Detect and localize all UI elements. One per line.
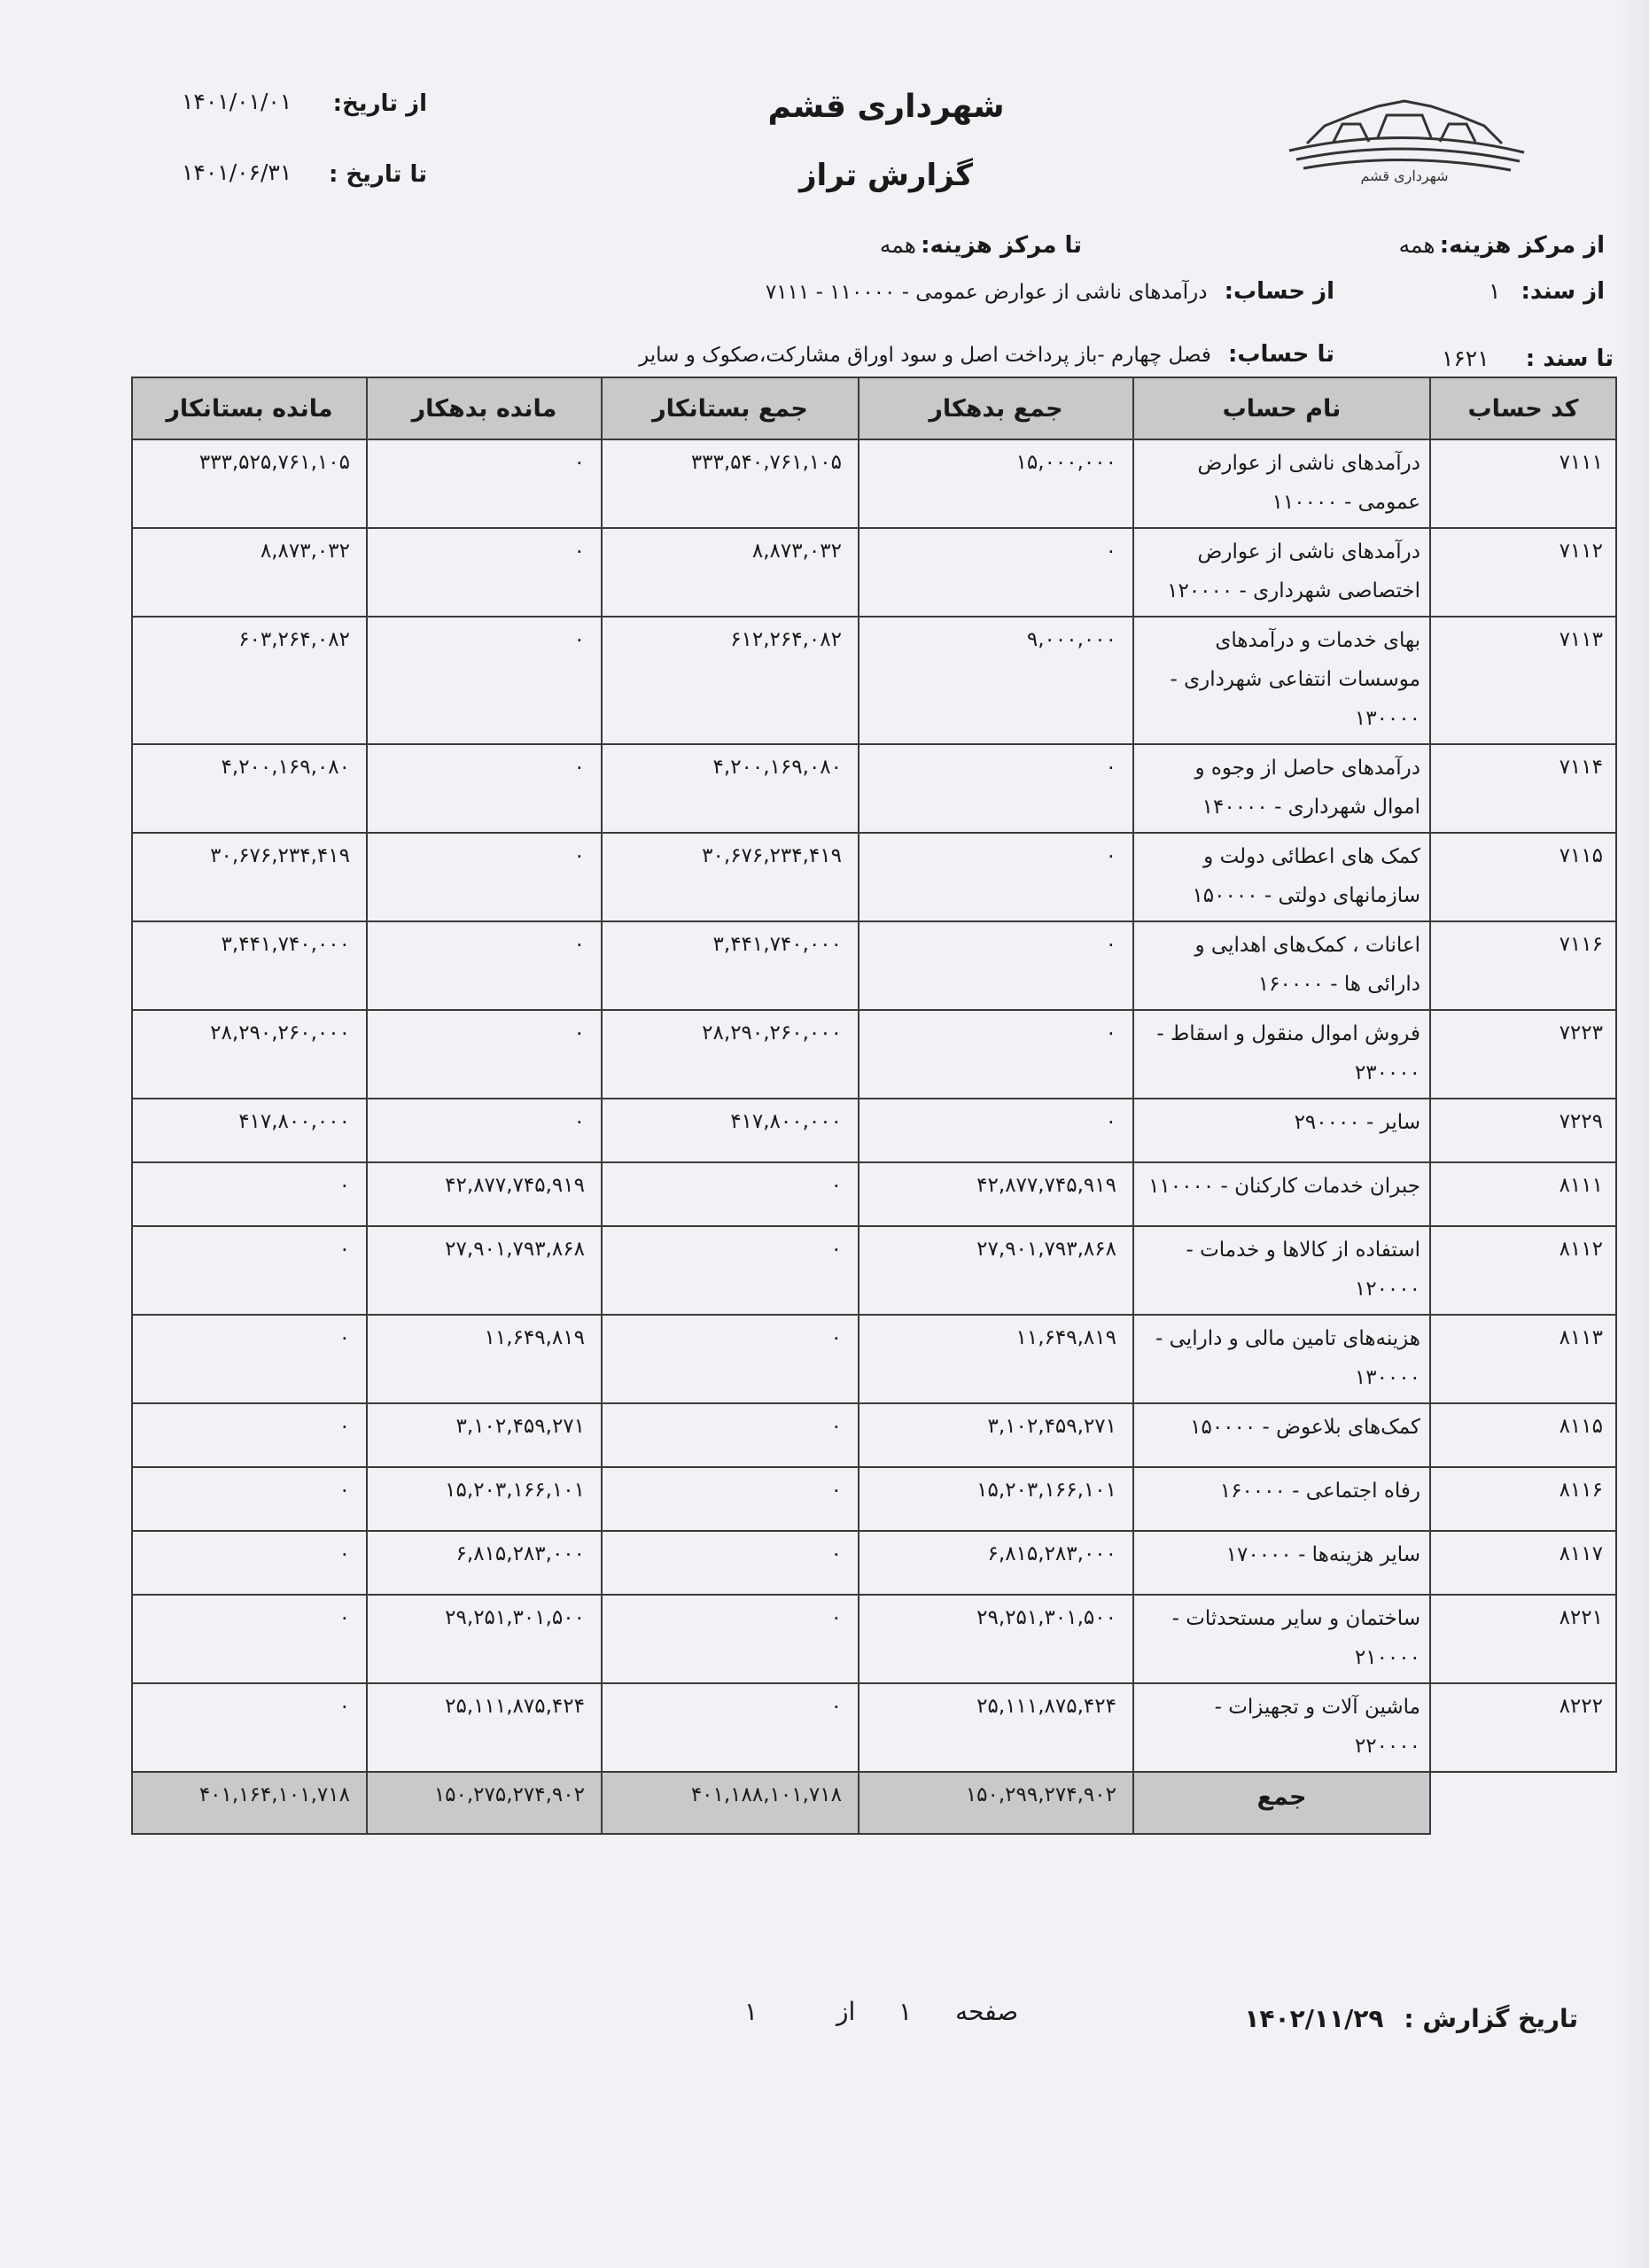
debit-total-cell: ۲۹,۲۵۱,۳۰۱,۵۰۰: [859, 1595, 1133, 1683]
credit-total-cell: ۰: [602, 1162, 859, 1226]
account-code-cell: ۷۲۲۳: [1430, 1010, 1616, 1099]
debit-balance-cell: ۱۵,۲۰۳,۱۶۶,۱۰۱: [367, 1467, 602, 1531]
table-row: [132, 1467, 1616, 1531]
table-row: [132, 921, 1616, 1010]
credit-balance-cell: ۳,۴۴۱,۷۴۰,۰۰۰: [132, 921, 367, 1010]
from-account-label: از حساب:: [1224, 278, 1334, 305]
account-name-cell: سایر - ۲۹۰۰۰۰: [1133, 1099, 1430, 1162]
table-row: [132, 617, 1616, 744]
credit-balance-cell: ۰: [132, 1531, 367, 1595]
total-label: جمع: [1133, 1772, 1430, 1834]
page-of-label: از: [836, 1997, 856, 2026]
debit-total-cell: ۰: [859, 921, 1133, 1010]
to-account: [639, 341, 1334, 368]
table-row: [132, 1162, 1616, 1226]
debit-total-cell: ۳,۱۰۲,۴۵۹,۲۷۱: [859, 1403, 1133, 1467]
debit-total-cell: ۲۷,۹۰۱,۷۹۳,۸۶۸: [859, 1226, 1133, 1315]
to-date-value: ۱۴۰۱/۰۶/۳۱: [182, 159, 292, 185]
table-row: [132, 833, 1616, 921]
debit-total-cell: ۶,۸۱۵,۲۸۳,۰۰۰: [859, 1531, 1133, 1595]
account-name-cell: اعانات ، کمک‌های اهدایی و دارائی ها - ۱۶۰۰۰۰: [1133, 921, 1430, 1010]
report-title: گزارش تراز: [798, 158, 974, 193]
to-document: [1442, 346, 1614, 372]
report-date-value: ۱۴۰۲/۱۱/۲۹: [1244, 2004, 1384, 2033]
account-code-cell: ۸۱۱۲: [1430, 1226, 1616, 1315]
credit-balance-cell: ۰: [132, 1403, 367, 1467]
to-cost-center-value: همه: [879, 232, 916, 258]
from-document: [1489, 278, 1605, 305]
debit-total-cell: ۴۲,۸۷۷,۷۴۵,۹۱۹: [859, 1162, 1133, 1226]
col-header-debit-total: جمع بدهکار: [859, 377, 1133, 439]
account-code-cell: ۷۱۱۲: [1430, 528, 1616, 617]
credit-balance-cell: ۳۰,۶۷۶,۲۳۴,۴۱۹: [132, 833, 367, 921]
table-header-row: [132, 377, 1616, 439]
credit-balance-cell: ۰: [132, 1226, 367, 1315]
account-name-cell: درآمدهای ناشی از عوارض اختصاصی شهرداری - ۱۲۰۰۰۰: [1133, 528, 1430, 617]
debit-balance-cell: ۰: [367, 528, 602, 617]
svg-text:شهرداری قشم: شهرداری قشم: [1360, 167, 1449, 184]
credit-total-cell: ۳۳۳,۵۴۰,۷۶۱,۱۰۵: [602, 439, 859, 528]
col-header-debit-balance: مانده بدهکار: [367, 377, 602, 439]
page-label: صفحه: [955, 1997, 1019, 2026]
credit-total-cell: ۴,۲۰۰,۱۶۹,۰۸۰: [602, 744, 859, 833]
credit-balance-cell: ۳۳۳,۵۲۵,۷۶۱,۱۰۵: [132, 439, 367, 528]
from-doc-value: ۱: [1488, 278, 1501, 304]
credit-balance-cell: ۸,۸۷۳,۰۳۲: [132, 528, 367, 617]
account-name-cell: کمک های اعطائی دولت و سازمانهای دولتی - ۱۵۰۰۰۰: [1133, 833, 1430, 921]
debit-balance-cell: ۳,۱۰۲,۴۵۹,۲۷۱: [367, 1403, 602, 1467]
debit-balance-cell: ۰: [367, 617, 602, 744]
credit-total-cell: ۲۸,۲۹۰,۲۶۰,۰۰۰: [602, 1010, 859, 1099]
account-name-cell: جبران خدمات کارکنان - ۱۱۰۰۰۰: [1133, 1162, 1430, 1226]
account-code-cell: ۷۱۱۶: [1430, 921, 1616, 1010]
table-total-row: [132, 1772, 1616, 1834]
debit-balance-cell: ۲۵,۱۱۱,۸۷۵,۴۲۴: [367, 1683, 602, 1772]
from-account: [766, 278, 1334, 305]
credit-balance-cell: ۴,۲۰۰,۱۶۹,۰۸۰: [132, 744, 367, 833]
col-header-credit-balance: مانده بستانکار: [132, 377, 367, 439]
credit-balance-cell: ۰: [132, 1683, 367, 1772]
from-account-value: درآمدهای ناشی از عوارض عمومی - ۱۱۰۰۰۰ - ۷۱۱۱: [765, 281, 1208, 304]
from-cost-center-value: همه: [1398, 232, 1435, 258]
debit-total-cell: ۰: [859, 528, 1133, 617]
credit-balance-cell: ۶۰۳,۲۶۴,۰۸۲: [132, 617, 367, 744]
account-code-cell: ۷۱۱۵: [1430, 833, 1616, 921]
account-code-cell: ۸۱۱۱: [1430, 1162, 1616, 1226]
total-credit-total: ۴۰۱,۱۸۸,۱۰۱,۷۱۸: [602, 1772, 859, 1834]
table-row: [132, 1531, 1616, 1595]
from-cost-center-label: از مرکز هزینه:: [1439, 232, 1605, 259]
credit-total-cell: ۸,۸۷۳,۰۳۲: [602, 528, 859, 617]
total-credit-balance: ۴۰۱,۱۶۴,۱۰۱,۷۱۸: [132, 1772, 367, 1834]
debit-balance-cell: ۱۱,۶۴۹,۸۱۹: [367, 1315, 602, 1403]
debit-total-cell: ۹,۰۰۰,۰۰۰: [859, 617, 1133, 744]
account-code-cell: ۸۲۲۲: [1430, 1683, 1616, 1772]
account-name-cell: رفاه اجتماعی - ۱۶۰۰۰۰: [1133, 1467, 1430, 1531]
col-header-credit-total: جمع بستانکار: [602, 377, 859, 439]
table-row: [132, 1226, 1616, 1315]
page-total: ۱: [744, 1997, 758, 2026]
from-cost-center: [1399, 232, 1605, 259]
to-doc-label: تا سند :: [1525, 346, 1614, 372]
debit-balance-cell: ۰: [367, 833, 602, 921]
credit-balance-cell: ۰: [132, 1315, 367, 1403]
debit-total-cell: ۰: [859, 1010, 1133, 1099]
page-indicator: [744, 1997, 1018, 2026]
total-debit-balance: ۱۵۰,۲۷۵,۲۷۴,۹۰۲: [367, 1772, 602, 1834]
debit-total-cell: ۱۵,۰۰۰,۰۰۰: [859, 439, 1133, 528]
report-date-label: تاریخ گزارش :: [1404, 2004, 1578, 2033]
account-code-cell: ۸۱۱۵: [1430, 1403, 1616, 1467]
from-date-value: ۱۴۰۱/۰۱/۰۱: [182, 89, 292, 114]
debit-total-cell: ۱۱,۶۴۹,۸۱۹: [859, 1315, 1133, 1403]
account-name-cell: استفاده از کالاها و خدمات - ۱۲۰۰۰۰: [1133, 1226, 1430, 1315]
to-account-label: تا حساب:: [1227, 341, 1334, 368]
from-doc-label: از سند:: [1521, 278, 1605, 305]
debit-balance-cell: ۰: [367, 744, 602, 833]
debit-balance-cell: ۰: [367, 1010, 602, 1099]
debit-total-cell: ۰: [859, 1099, 1133, 1162]
table-row: [132, 528, 1616, 617]
total-blank-cell: [1430, 1772, 1616, 1834]
credit-total-cell: ۳,۴۴۱,۷۴۰,۰۰۰: [602, 921, 859, 1010]
from-date-label: از تاریخ:: [332, 90, 427, 117]
municipality-logo: [1272, 89, 1537, 186]
credit-total-cell: ۴۱۷,۸۰۰,۰۰۰: [602, 1099, 859, 1162]
account-code-cell: ۷۱۱۳: [1430, 617, 1616, 744]
table-row: [132, 1315, 1616, 1403]
credit-total-cell: ۰: [602, 1226, 859, 1315]
credit-balance-cell: ۰: [132, 1467, 367, 1531]
to-account-value: فصل چهارم -باز پرداخت اصل و سود اوراق مشارکت،صکوک و سایر: [639, 344, 1211, 367]
table-row: [132, 1010, 1616, 1099]
debit-balance-cell: ۰: [367, 921, 602, 1010]
to-cost-center: [880, 232, 1082, 259]
account-name-cell: درآمدهای حاصل از وجوه و اموال شهرداری - ۱۴۰۰۰۰: [1133, 744, 1430, 833]
credit-balance-cell: ۲۸,۲۹۰,۲۶۰,۰۰۰: [132, 1010, 367, 1099]
to-date-label: تا تاریخ :: [328, 161, 427, 188]
credit-total-cell: ۶۱۲,۲۶۴,۰۸۲: [602, 617, 859, 744]
table-row: [132, 1683, 1616, 1772]
debit-balance-cell: ۰: [367, 439, 602, 528]
account-code-cell: ۷۱۱۱: [1430, 439, 1616, 528]
credit-total-cell: ۰: [602, 1531, 859, 1595]
credit-balance-cell: ۰: [132, 1595, 367, 1683]
to-doc-value: ۱۶۲۱: [1441, 346, 1490, 371]
table-row: [132, 1403, 1616, 1467]
account-name-cell: کمک‌های بلاعوض - ۱۵۰۰۰۰: [1133, 1403, 1430, 1467]
to-cost-center-label: تا مرکز هزینه:: [921, 232, 1082, 259]
credit-total-cell: ۰: [602, 1467, 859, 1531]
credit-total-cell: ۰: [602, 1403, 859, 1467]
col-header-code: کد حساب: [1430, 377, 1616, 439]
table-row: [132, 1595, 1616, 1683]
credit-total-cell: ۳۰,۶۷۶,۲۳۴,۴۱۹: [602, 833, 859, 921]
report-date: [1244, 2004, 1578, 2033]
account-name-cell: بهای خدمات و درآمدهای موسسات انتفاعی شهرداری - ۱۳۰۰۰۰: [1133, 617, 1430, 744]
debit-balance-cell: ۴۲,۸۷۷,۷۴۵,۹۱۹: [367, 1162, 602, 1226]
debit-balance-cell: ۲۷,۹۰۱,۷۹۳,۸۶۸: [367, 1226, 602, 1315]
debit-total-cell: ۰: [859, 744, 1133, 833]
page-number: ۱: [898, 1997, 913, 2026]
debit-total-cell: ۱۵,۲۰۳,۱۶۶,۱۰۱: [859, 1467, 1133, 1531]
org-title: شهرداری قشم: [767, 89, 1005, 125]
credit-total-cell: ۰: [602, 1595, 859, 1683]
account-code-cell: ۸۲۲۱: [1430, 1595, 1616, 1683]
table-row: [132, 744, 1616, 833]
credit-balance-cell: ۴۱۷,۸۰۰,۰۰۰: [132, 1099, 367, 1162]
account-code-cell: ۸۱۱۳: [1430, 1315, 1616, 1403]
account-name-cell: سایر هزینه‌ها - ۱۷۰۰۰۰: [1133, 1531, 1430, 1595]
credit-balance-cell: ۰: [132, 1162, 367, 1226]
debit-balance-cell: ۶,۸۱۵,۲۸۳,۰۰۰: [367, 1531, 602, 1595]
trial-balance-table: [131, 377, 1617, 1835]
credit-total-cell: ۰: [602, 1683, 859, 1772]
account-name-cell: هزینه‌های تامین مالی و دارایی - ۱۳۰۰۰۰: [1133, 1315, 1430, 1403]
total-debit-total: ۱۵۰,۲۹۹,۲۷۴,۹۰۲: [859, 1772, 1133, 1834]
account-name-cell: درآمدهای ناشی از عوارض عمومی - ۱۱۰۰۰۰: [1133, 439, 1430, 528]
account-code-cell: ۸۱۱۶: [1430, 1467, 1616, 1531]
account-name-cell: ساختمان و سایر مستحدثات - ۲۱۰۰۰۰: [1133, 1595, 1430, 1683]
account-name-cell: ماشین آلات و تجهیزات - ۲۲۰۰۰۰: [1133, 1683, 1430, 1772]
account-code-cell: ۷۲۲۹: [1430, 1099, 1616, 1162]
col-header-name: نام حساب: [1133, 377, 1430, 439]
credit-total-cell: ۰: [602, 1315, 859, 1403]
debit-total-cell: ۰: [859, 833, 1133, 921]
debit-balance-cell: ۲۹,۲۵۱,۳۰۱,۵۰۰: [367, 1595, 602, 1683]
account-code-cell: ۷۱۱۴: [1430, 744, 1616, 833]
debit-total-cell: ۲۵,۱۱۱,۸۷۵,۴۲۴: [859, 1683, 1133, 1772]
account-code-cell: ۸۱۱۷: [1430, 1531, 1616, 1595]
table-row: [132, 1099, 1616, 1162]
table-row: [132, 439, 1616, 528]
debit-balance-cell: ۰: [367, 1099, 602, 1162]
account-name-cell: فروش اموال منقول و اسقاط - ۲۳۰۰۰۰: [1133, 1010, 1430, 1099]
